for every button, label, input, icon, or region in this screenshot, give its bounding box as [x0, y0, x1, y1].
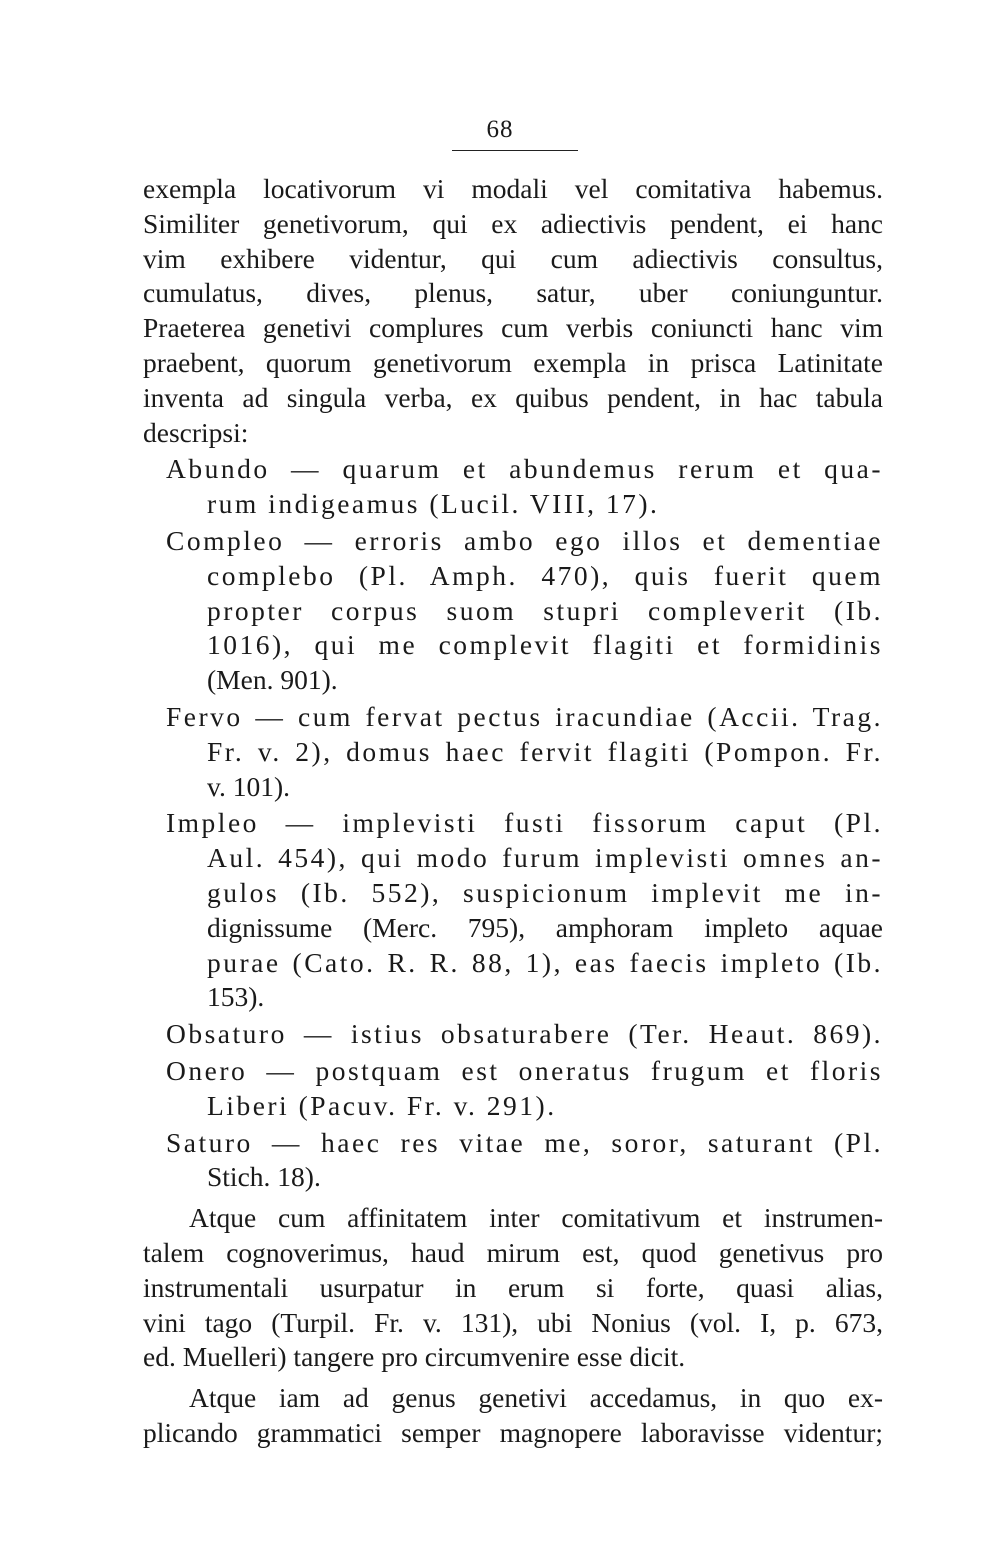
text-line: inventa ad singula verba, ex quibus pendent, in hac tabula	[143, 381, 883, 413]
entry-line: Impleo — implevisti fusti fissorum caput (Pl.	[166, 807, 883, 839]
entry-line: rum indigeamus (Lucil. VIII, 17).	[207, 488, 660, 520]
entry-line: complebo (Pl. Amph. 470), quis fuerit quem	[207, 559, 883, 591]
text-line: vini tago (Turpil. Fr. v. 131), ubi Nonius (vol. I, p. 673,	[143, 1306, 883, 1338]
entry-line: v. 101).	[207, 770, 290, 802]
page-number-rule	[452, 150, 578, 151]
entry-line: Stich. 18).	[207, 1161, 321, 1193]
entry-line: Fervo — cum fervat pectus iracundiae (Accii. Trag.	[166, 700, 883, 732]
verb-entry-abundo	[143, 452, 883, 522]
verb-entry-compleo	[143, 524, 883, 698]
entry-line: 153).	[207, 981, 265, 1013]
text-line: exempla locativorum vi modali vel comitativa habemus.	[143, 173, 883, 204]
text-line: Atque iam ad genus genetivi accedamus, in quo ex-	[189, 1382, 883, 1414]
entry-line: gulos (Ib. 552), suspicionum implevit me in-	[207, 876, 883, 908]
verb-entry-fervo	[143, 700, 883, 804]
entry-line: purae (Cato. R. R. 88, 1), eas faecis impleto (Ib.	[207, 946, 883, 978]
entry-line: propter corpus suom stupri compleverit (Ib.	[207, 594, 883, 626]
page-number: 68	[486, 116, 514, 143]
entry-line: Compleo — erroris ambo ego illos et dementiae	[166, 524, 883, 556]
entry-line: Obsaturo — istius obsaturabere (Ter. Heaut. 869).	[166, 1018, 883, 1050]
entry-line: Liberi (Pacuv. Fr. v. 291).	[207, 1089, 557, 1121]
intro-paragraph	[143, 172, 883, 450]
text-line: Similiter genetivorum, qui ex adiectivis pendent, ei hanc	[143, 207, 883, 239]
paragraph-comitativum	[143, 1201, 883, 1375]
text-line: instrumentali usurpatur in erum si forte, quasi alias,	[143, 1271, 883, 1303]
entry-line: Fr. v. 2), domus haec fervit flagiti (Pompon. Fr.	[207, 735, 883, 767]
entry-line: Abundo — quarum et abundemus rerum et qua-	[166, 453, 883, 485]
body-text	[143, 172, 883, 1451]
text-line: Atque cum affinitatem inter comitativum et instrumen-	[189, 1202, 883, 1234]
text-line: praebent, quorum genetivorum exempla in prisca Latinitate	[143, 346, 883, 378]
entry-line: Aul. 454), qui modo furum implevisti omnes an-	[207, 842, 883, 874]
verb-entry-obsaturo	[143, 1017, 883, 1052]
paragraph-genus-genetivi	[143, 1381, 883, 1451]
entry-line: 1016), qui me complevit flagiti et formidinis	[207, 629, 883, 661]
entry-line: Saturo — haec res vitae me, soror, saturant (Pl.	[166, 1126, 883, 1158]
entry-line: (Men. 901).	[207, 664, 338, 696]
text-line: talem cognoverimus, haud mirum est, quod genetivus pro	[143, 1236, 883, 1268]
text-line: Praeterea genetivi complures cum verbis coniuncti hanc vim	[143, 312, 883, 344]
text-line: cumulatus, dives, plenus, satur, uber coniunguntur.	[143, 277, 883, 309]
verb-entry-saturo	[143, 1126, 883, 1196]
verb-entry-impleo	[143, 806, 883, 1015]
entry-line: dignissume (Merc. 795), amphoram impleto aquae	[207, 911, 883, 943]
text-line: vim exhibere videntur, qui cum adiectivis consultus,	[143, 242, 883, 274]
text-line: descripsi:	[143, 416, 249, 448]
entry-line: Onero — postquam est oneratus frugum et floris	[166, 1054, 883, 1086]
text-line: ed. Muelleri) tangere pro circumvenire esse dicit.	[143, 1341, 686, 1373]
verb-entry-onero	[143, 1054, 883, 1124]
text-line: plicando grammatici semper magnopere laboravisse videntur;	[143, 1416, 883, 1448]
